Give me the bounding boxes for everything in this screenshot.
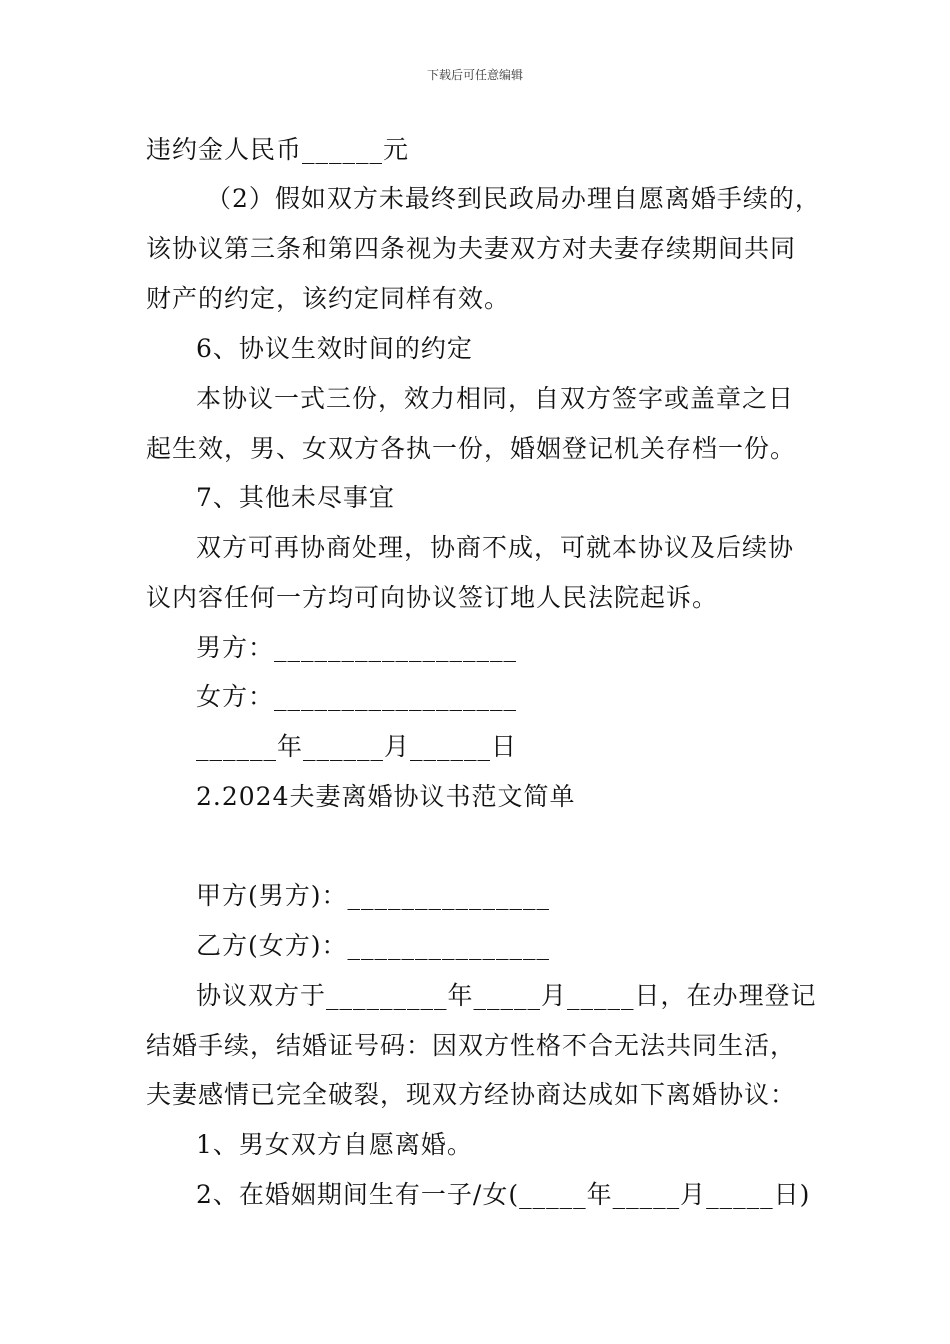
text-line: 本协议一式三份，效力相同，自双方签字或盖章之日	[196, 384, 795, 413]
text-line: 双方可再协商处理，协商不成，可就本协议及后续协	[196, 533, 795, 562]
text-line: 协议双方于_________年_____月_____日，在办理登记	[196, 981, 817, 1010]
date-line: ______年______月______日	[196, 732, 518, 761]
text-line: 议内容任何一方均可向协议签订地人民法院起诉。	[146, 583, 719, 612]
text-line: 财产的约定，该约定同样有效。	[146, 284, 511, 313]
text-line: 夫妻感情已完全破裂，现双方经协商达成如下离婚协议：	[146, 1080, 797, 1109]
text-line: 违约金人民币______元	[146, 135, 410, 164]
clause-line: 2、在婚姻期间生有一子/女(_____年_____月_____日)	[196, 1180, 811, 1209]
signature-line-female: 女方：__________________	[196, 682, 518, 711]
signature-line-male: 男方：__________________	[196, 633, 518, 662]
text-line: （2）假如双方未最终到民政局办理自愿离婚手续的，	[206, 184, 821, 213]
clause-line: 1、男女双方自愿离婚。	[196, 1130, 473, 1159]
party-b-line: 乙方(女方)：_______________	[196, 931, 551, 960]
document-title: 2.2024夫妻离婚协议书范文简单	[196, 782, 576, 811]
section-heading: 7、其他未尽事宜	[196, 483, 395, 512]
party-a-line: 甲方(男方)：_______________	[196, 881, 551, 910]
section-heading: 6、协议生效时间的约定	[196, 334, 473, 363]
text-line: 该协议第三条和第四条视为夫妻双方对夫妻存续期间共同	[146, 234, 797, 263]
text-line: 结婚手续，结婚证号码：因双方性格不合无法共同生活，	[146, 1031, 797, 1060]
text-line: 起生效，男、女双方各执一份，婚姻登记机关存档一份。	[146, 434, 797, 463]
page-header: 下载后可任意编辑	[426, 68, 523, 82]
